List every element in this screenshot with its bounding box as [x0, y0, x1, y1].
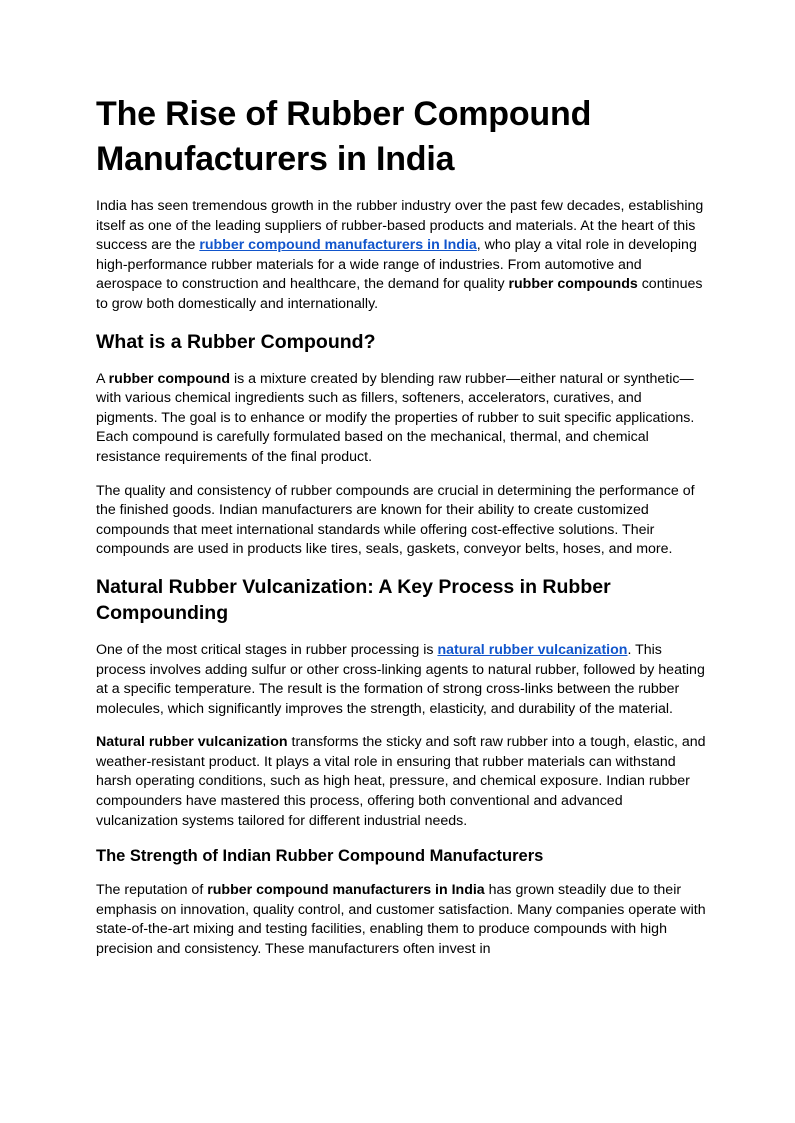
s3p1-bold-manufacturers-in-india: rubber compound manufacturers in India	[207, 882, 485, 899]
section-heading-strength-of-manufacturers: The Strength of Indian Rubber Compound Manufacturers	[96, 847, 544, 866]
intro-text-2: , who play a vital role in developing high-performance rubber materials for a wide range of industries. From automotive and aerospace to construction and healthcare, the demand for quality	[96, 237, 697, 293]
intro-text-3: continues to grow both domestically and internationally.	[96, 276, 703, 312]
s2p2-bold-natural-rubber-vulcanization: Natural rubber vulcanization	[96, 734, 288, 751]
rubber-compound-manufacturers-link[interactable]: rubber compound manufacturers in India	[199, 237, 477, 254]
s2p1-text-2: . This process involves adding sulfur or other cross-linking agents to natural rubber, followed by heating at a specific temperature. The result is the formation of strong cross-links between the rubber molecules, which significantly improves the strength, elasticity, and durability of the material.	[96, 641, 705, 717]
section2-paragraph-1	[96, 641, 706, 719]
document-page	[96, 92, 706, 974]
page-title: The Rise of Rubber Compound Manufacturers in India	[96, 95, 592, 178]
section-heading-natural-rubber-vulcanization: Natural Rubber Vulcanization: A Key Process in Rubber Compounding	[96, 575, 611, 624]
intro-text-1: India has seen tremendous growth in the rubber industry over the past few decades, establishing itself as one of the leading suppliers of rubber-based products and materials. At the heart of this success are the	[96, 198, 704, 254]
natural-rubber-vulcanization-link[interactable]: natural rubber vulcanization	[437, 641, 628, 658]
intro-paragraph	[96, 197, 706, 315]
intro-bold-rubber-compounds: rubber compounds	[508, 276, 638, 293]
s2p1-text-1: One of the most critical stages in rubber processing is	[96, 641, 438, 658]
section1-paragraph-2: The quality and consistency of rubber compounds are crucial in determining the performance of the finished goods. Indian manufacturers are known for their ability to create customized compounds that meet international standards while offering cost-effective solutions. Their compounds are used in products like tires, seals, gaskets, conveyor belts, hoses, and more.	[96, 482, 695, 558]
s2p2-text-1: transforms the sticky and soft raw rubber into a tough, elastic, and weather-resistant product. It plays a vital role in ensuring that rubber materials can withstand harsh operating conditions, such as high heat, pressure, and chemical exposure. Indian rubber compounders have mastered this process, offering both conventional and advanced vulcanization systems tailored for different industrial needs.	[96, 734, 706, 829]
section3-paragraph-1	[96, 881, 706, 959]
section1-paragraph-1	[96, 370, 706, 468]
s3p1-text-1: The reputation of	[96, 882, 208, 899]
section2-paragraph-2	[96, 733, 706, 831]
s3p1-text-2: has grown steadily due to their emphasis on innovation, quality control, and customer satisfaction. Many companies operate with state-of-the-art mixing and testing facilities, enabling them to produce compounds with high precision and consistency. These manufacturers often invest in	[96, 882, 706, 958]
s1p1-text-2: is a mixture created by blending raw rubber—either natural or synthetic—with various chemical ingredients such as fillers, softeners, accelerators, curatives, and pigments. The goal is to enhance or modify the properties of rubber to suit specific applications. Each compound is carefully formulated based on the mechanical, thermal, and chemical resistance requirements of the final product.	[96, 370, 695, 465]
s1p1-text-1: A	[96, 370, 109, 387]
s1p1-bold-rubber-compound: rubber compound	[108, 370, 231, 387]
section-heading-what-is-rubber-compound: What is a Rubber Compound?	[96, 330, 376, 353]
